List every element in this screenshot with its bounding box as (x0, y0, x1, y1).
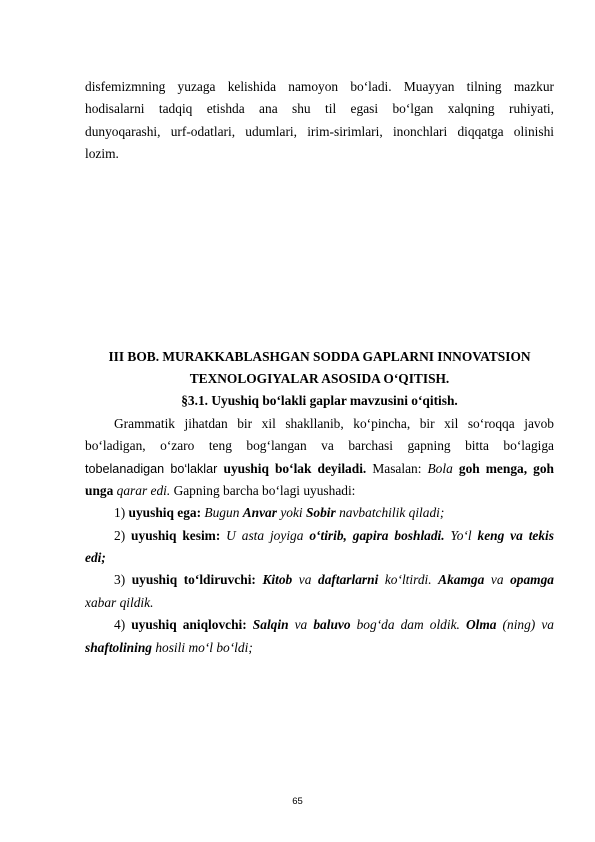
paragraph-intro (85, 76, 554, 166)
blank-space (85, 166, 554, 346)
example-highlight: Anvar (242, 505, 277, 521)
example-word: unga (85, 482, 114, 498)
list-label: uyushiq kesim: (131, 527, 221, 543)
example-text: va (288, 617, 314, 633)
page-number: 65 (292, 796, 303, 807)
text-span: Masalan: (366, 460, 428, 476)
example-text: Bugun (201, 505, 243, 521)
list-item (85, 569, 554, 614)
example-text: yoki (276, 505, 306, 521)
text-line (85, 637, 554, 659)
example-highlight: shaftolining (85, 639, 152, 655)
example-text: hosili mo‘l bo‘ldi; (151, 639, 253, 655)
example-highlight: Sobir (305, 505, 336, 521)
example-highlight: Olma (465, 617, 497, 633)
example-word: Bola (427, 460, 453, 476)
example-text: (ning) va (496, 617, 554, 633)
text-line: hodisalarni tadqiq etishda ana shu til egasi bo‘lgan xalqning ruhiyati, (85, 101, 554, 117)
list-item (85, 502, 554, 524)
paragraph-definition (85, 413, 554, 503)
text-line: bo‘ladigan, o‘zaro teng bog‘langan va barchasi gapning bitta bo‘lagiga (85, 438, 554, 454)
chapter-title-line1: III BOB. MURAKKABLASHGAN SODDA GAPLARNI INNOVATSION (108, 348, 531, 364)
list-number: 4) (114, 617, 132, 633)
text-line (85, 458, 554, 480)
example-text: ko‘ltirdi. (378, 572, 439, 588)
section-title: §3.1. Uyushiq bo‘lakli gaplar mavzusini o‘qitish. (181, 393, 458, 409)
text-span: Gapning barcha bo‘lagi uyushadi: (170, 482, 356, 498)
example-text: U asta joyiga (220, 527, 310, 543)
example-highlight: o‘tirib, gapira boshladi. (309, 527, 445, 543)
list-label: uyushiq to‘ldiruvchi: (131, 572, 256, 588)
example-highlight: Akamga (438, 572, 485, 588)
example-highlight: baluvo (313, 617, 351, 633)
list-label: uyushiq ega: (128, 505, 202, 521)
example-highlight: daftarlarni (318, 572, 379, 588)
example-text: va (292, 572, 319, 588)
document-page (85, 76, 554, 659)
list-item (85, 525, 554, 570)
example-highlight: Salqin (252, 617, 289, 633)
example-highlight: keng va tekis (477, 527, 554, 543)
example-text: Yo‘l (444, 527, 478, 543)
text-line: Grammatik jihatdan bir xil shakllanib, ko‘pincha, bir xil so‘roqqa javob (114, 415, 554, 431)
list-number: 2) (114, 527, 132, 543)
example-text: va (484, 572, 511, 588)
list-item (85, 614, 554, 659)
text-line: edi; (85, 550, 106, 566)
text-line (85, 480, 554, 502)
text-line: dunyoqarashi, urf-odatlari, udumlari, irim-sirimlari, inonchlari diqqatga olinishi (85, 123, 554, 139)
text-line: lozim. (85, 146, 119, 162)
list-label: uyushiq aniqlovchi: (131, 617, 247, 633)
chapter-heading (85, 346, 554, 413)
text-span: tobelanadigan bo‘laklar (85, 461, 224, 476)
example-word: goh menga, goh (452, 460, 554, 476)
example-text: navbatchilik qiladi; (335, 505, 445, 521)
example-word: qarar edi. (113, 482, 171, 498)
example-text: bog‘da dam oldik. (350, 617, 466, 633)
definition-term: uyushiq bo‘lak deyiladi. (223, 460, 367, 476)
text-line: xabar qildik. (85, 594, 154, 610)
text-line: disfemizmning yuzaga kelishida namoyon bo‘ladi. Muayyan tilning mazkur (85, 79, 554, 94)
list-number: 1) (114, 505, 129, 521)
list-number: 3) (114, 572, 132, 588)
chapter-title-line2: TEXNOLOGIYALAR ASOSIDA O‘QITISH. (189, 370, 450, 386)
example-highlight: Kitob (262, 572, 293, 588)
example-highlight: opamga (510, 572, 554, 588)
